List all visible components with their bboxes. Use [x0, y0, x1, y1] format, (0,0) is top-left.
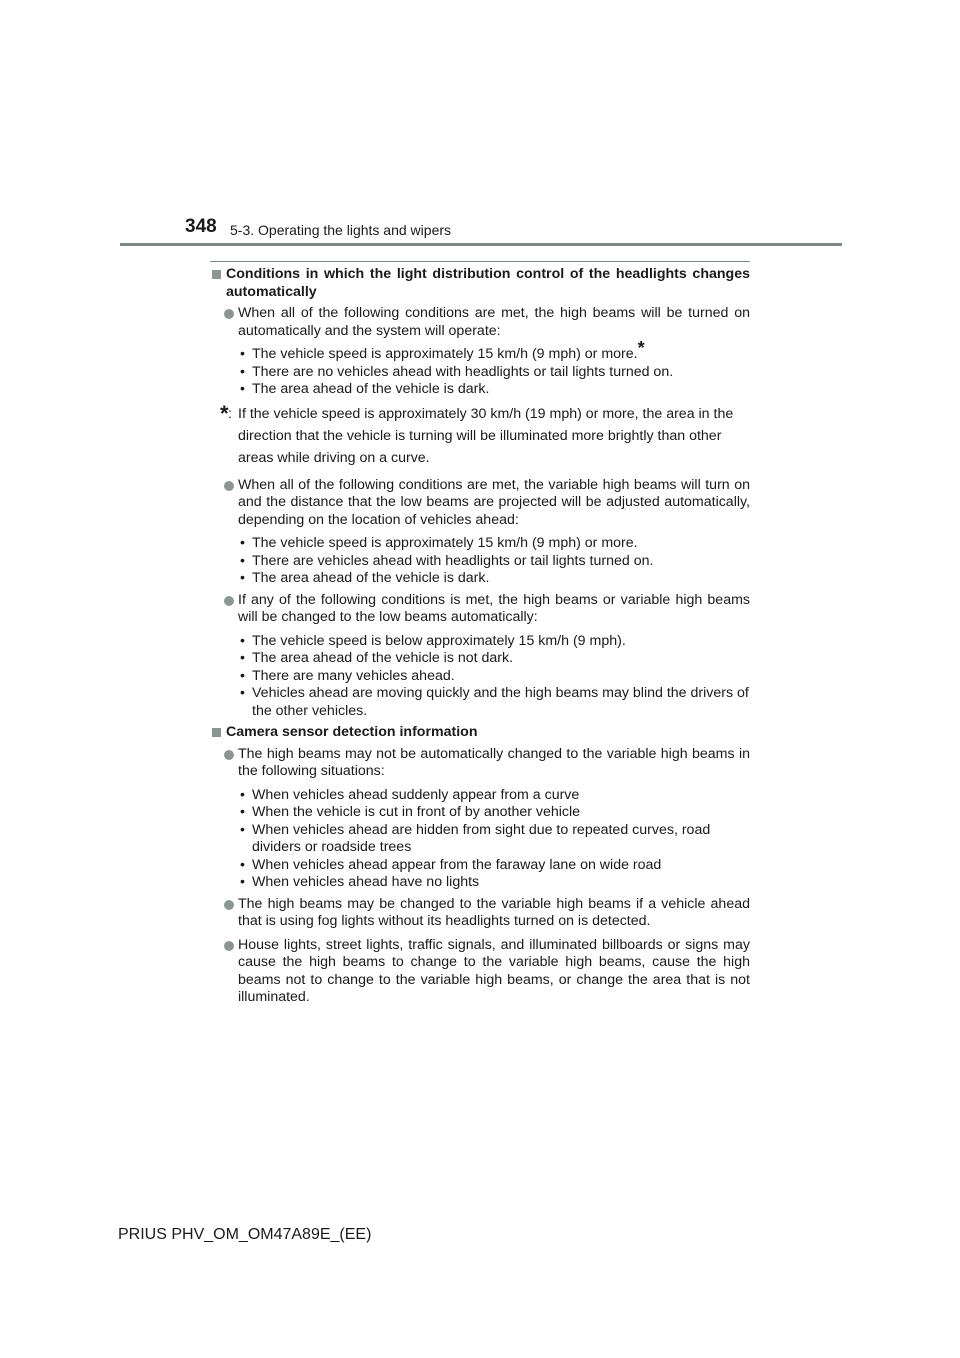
section-heading: [210, 724, 750, 742]
bullet-item: [210, 746, 750, 781]
sub-item: • The area ahead of the vehicle is not dark.: [210, 650, 750, 668]
sub-item: • There are vehicles ahead with headlights or tail lights turned on.: [210, 553, 750, 571]
sub-item: • When vehicles ahead are hidden from sight due to repeated curves, road dividers or roadside trees: [210, 822, 750, 857]
sub-item: • The vehicle speed is below approximately 15 km/h (9 mph).: [210, 633, 750, 651]
bullet-text: House lights, street lights, traffic signals, and illuminated billboards or signs may cause the high beams to change to the variable high beams, cause the high beams not to change to the variable high beams, or change the area that is not illuminated.: [238, 936, 750, 1005]
sub-list: [210, 787, 750, 892]
section-title: 5-3. Operating the lights and wipers: [230, 222, 452, 238]
sub-item: • There are no vehicles ahead with headlights or tail lights turned on.: [210, 364, 750, 382]
bullet-item: [210, 937, 750, 1007]
footnote: * : If the vehicle speed is approximately 30 km/h (19 mph) or more, the area in the direction that the vehicle is turning will be illuminated more brightly than other areas while driving on a curve.: [220, 400, 734, 466]
bullet-text: When all of the following conditions are met, the high beams will be turned on automatically and the system will operate:: [238, 305, 750, 339]
footnote-text: If the vehicle speed is approximately 30 km/h (19 mph) or more, the area in the direction that the vehicle is turning will be illuminated more brightly than other areas while driving on a curve.: [238, 405, 734, 466]
bullet-text: The high beams may be changed to the variable high beams if a vehicle ahead that is using fog lights without its headlights turned on is detected.: [238, 895, 750, 929]
sub-list: [210, 633, 750, 721]
round-bullet-icon: [224, 750, 234, 760]
sub-list: [210, 338, 750, 399]
bullet-item: [210, 305, 750, 340]
sub-item: • When the vehicle is cut in front of by another vehicle: [210, 804, 750, 822]
footnote-asterisk: *: [220, 400, 229, 426]
round-bullet-icon: [224, 941, 234, 951]
sub-item: • The area ahead of the vehicle is dark.: [210, 570, 750, 588]
round-bullet-icon: [224, 309, 234, 319]
sub-item: • There are many vehicles ahead.: [210, 668, 750, 686]
page-footer: PRIUS PHV_OM_OM47A89E_(EE): [118, 1226, 372, 1243]
sub-item: • The vehicle speed is approximately 15 km/h (9 mph) or more.: [210, 535, 750, 553]
bullet-item: [210, 592, 750, 627]
bullet-text: If any of the following conditions is met, the high beams or variable high beams will be changed to the low beams automatically:: [238, 591, 750, 625]
page-header: [0, 0, 960, 250]
bullet-item: [210, 896, 750, 931]
sub-item: • The vehicle speed is approximately 15 km/h (9 mph) or more.*: [210, 346, 750, 364]
section-heading-text: Camera sensor detection information: [226, 724, 478, 740]
sub-item: • When vehicles ahead suddenly appear from a curve: [210, 787, 750, 805]
round-bullet-icon: [224, 900, 234, 910]
square-bullet-icon: [212, 728, 221, 737]
square-bullet-icon: [212, 270, 221, 279]
content-divider: [210, 261, 750, 262]
section-heading: [210, 266, 750, 301]
bullet-text: When all of the following conditions are met, the variable high beams will turn on and the distance that the low beams are projected will be adjusted automatically, depending on the location of vehicles ahead:: [238, 476, 750, 528]
sub-list: [210, 535, 750, 588]
sub-item: • The area ahead of the vehicle is dark.: [210, 381, 750, 399]
sub-item: • Vehicles ahead are moving quickly and the high beams may blind the drivers of the other vehicles.: [210, 685, 750, 720]
footnote-marker: *: [637, 338, 645, 358]
round-bullet-icon: [224, 481, 234, 491]
sub-item: • When vehicles ahead appear from the faraway lane on wide road: [210, 857, 750, 875]
page-number: 348: [185, 216, 217, 237]
bullet-item: [210, 477, 750, 530]
header-divider: [120, 243, 842, 246]
sub-item: • When vehicles ahead have no lights: [210, 874, 750, 892]
section-heading-text: Conditions in which the light distribution control of the headlights changes automatically: [226, 266, 750, 300]
bullet-text: The high beams may not be automatically changed to the variable high beams in the following situations:: [238, 745, 750, 779]
page-content: [210, 266, 750, 1013]
round-bullet-icon: [224, 596, 234, 606]
